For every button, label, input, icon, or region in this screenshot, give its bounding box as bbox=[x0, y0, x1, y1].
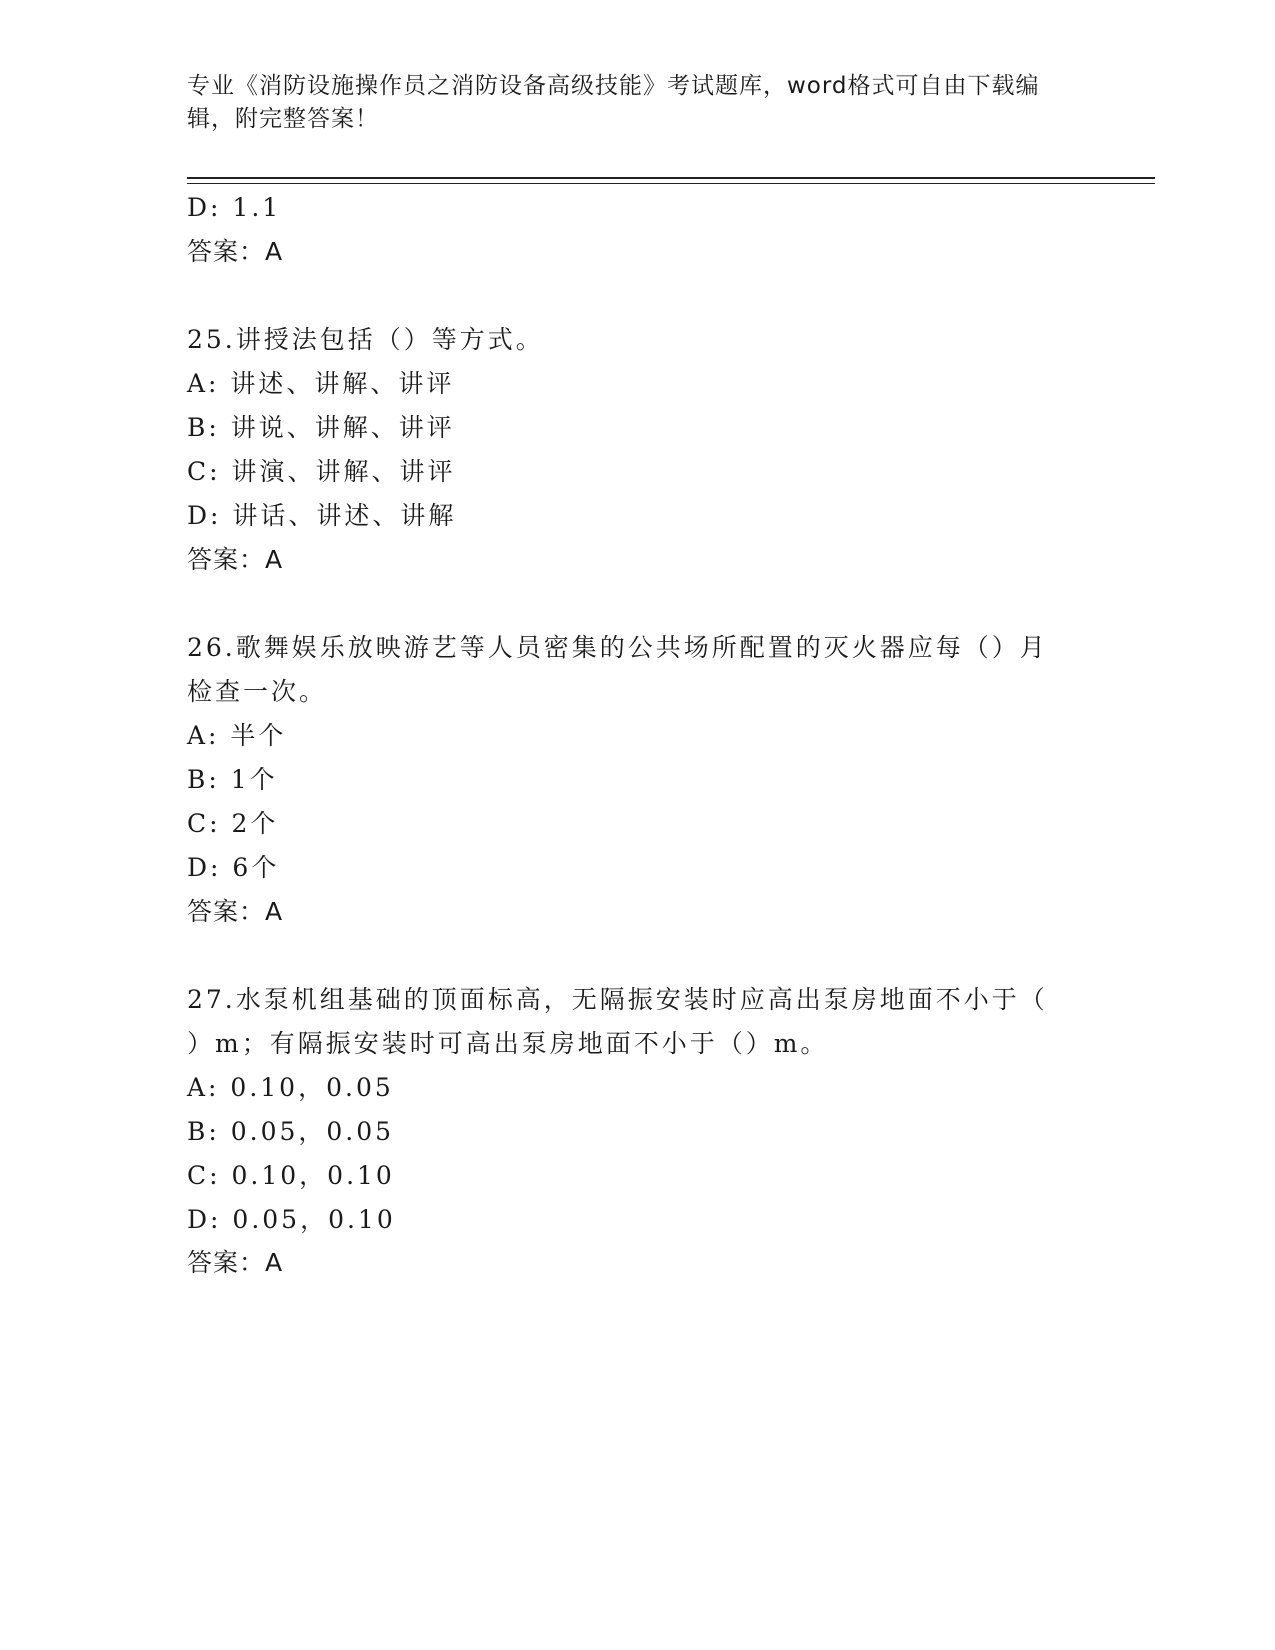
question-25-option-a: A: 讲述、讲解、讲评 bbox=[187, 369, 455, 398]
prev-answer: 答案：A bbox=[187, 237, 284, 266]
question-27-option-d: D: 0.05，0.10 bbox=[187, 1205, 396, 1234]
header-divider-thick bbox=[187, 177, 1155, 179]
question-27-option-a: A: 0.10，0.05 bbox=[187, 1073, 394, 1102]
prev-option-d: D: 1.1 bbox=[187, 193, 282, 222]
question-25-option-d: D: 讲话、讲述、讲解 bbox=[187, 501, 457, 530]
question-27-option-b: B: 0.05，0.05 bbox=[187, 1117, 395, 1146]
header-line-1: 专业《消防设施操作员之消防设备高级技能》考试题库，word格式可自由下载编 bbox=[187, 73, 1040, 99]
question-25-answer: 答案：A bbox=[187, 545, 284, 574]
question-26-stem-line-1: 26.歌舞娱乐放映游艺等人员密集的公共场所配置的灭火器应每（）月 bbox=[187, 633, 1048, 662]
question-27-stem-line-2: ）m；有隔振安装时可高出泵房地面不小于（）m。 bbox=[187, 1029, 829, 1058]
question-25-option-c: C: 讲演、讲解、讲评 bbox=[187, 457, 456, 486]
question-26-option-b: B: 1个 bbox=[187, 765, 278, 794]
question-25-option-b: B: 讲说、讲解、讲评 bbox=[187, 413, 455, 442]
question-26-option-a: A: 半个 bbox=[187, 721, 287, 750]
header-divider-thin bbox=[187, 183, 1155, 184]
question-27-answer: 答案：A bbox=[187, 1248, 284, 1277]
question-26-option-c: C: 2个 bbox=[187, 809, 279, 838]
question-27-stem-line-1: 27.水泵机组基础的顶面标高，无隔振安装时应高出泵房地面不小于（ bbox=[187, 985, 1048, 1014]
question-26-stem-line-2: 检查一次。 bbox=[187, 677, 328, 706]
question-25-stem: 25.讲授法包括（）等方式。 bbox=[187, 325, 544, 354]
page-header bbox=[187, 70, 1067, 136]
header-line-2: 辑，附完整答案！ bbox=[187, 106, 379, 132]
question-26-answer: 答案：A bbox=[187, 897, 284, 926]
question-27-option-c: C: 0.10，0.10 bbox=[187, 1161, 395, 1190]
question-26-option-d: D: 6个 bbox=[187, 853, 280, 882]
